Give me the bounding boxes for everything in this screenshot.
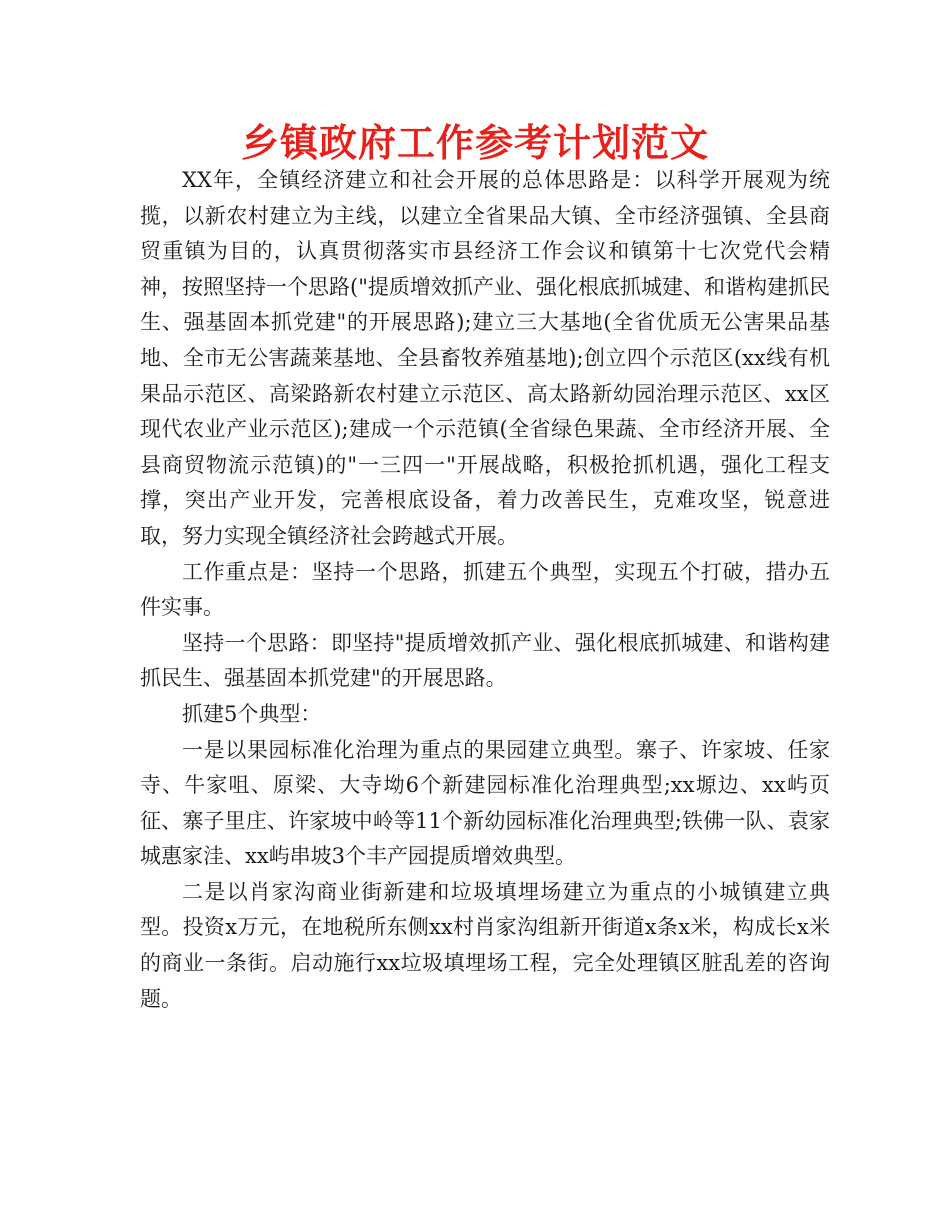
paragraph: XX年，全镇经济建立和社会开展的总体思路是：以科学开展观为统揽，以新农村建立为主线，以建立全省果品大镇、全市经济强镇、全县商贸重镇为目的，认真贯彻落实市县经济工作会议和镇第十七次党代会精神，按照坚持一个思路("提质增效抓产业、强化根底抓城建、和谐构建抓民生、强基固本抓党建"的开展思路);建立三大基地(全省优质无公害果品基地、全市无公害蔬莱基地、全县畜牧养殖基地);创立四个示范区(xx线有机果品示范区、高梁路新农村建立示范区、高太路新幼园治理示范区、xx区现代农业产业示范区);建成一个示范镇(全省绿色果蔬、全市经济开展、全县商贸物流示范镇)的"一三四一"开展战略，积极抢抓机遇，强化工程支撑，突出产业开发，完善根底设备，着力改善民生，克难攻坚，锐意进取，努力实现全镇经济社会跨越式开展。 <box>140 168 830 548</box>
paragraph: 坚持一个思路：即坚持"提质增效抓产业、强化根底抓城建、和谐构建抓民生、强基固本抓党建"的开展思路。 <box>140 630 830 691</box>
paragraph: 工作重点是：坚持一个思路，抓建五个典型，实现五个打破，措办五件实事。 <box>140 559 830 620</box>
paragraph: 一是以果园标准化治理为重点的果园建立典型。寨子、许家坡、任家寺、牛家咀、原梁、大寺坳6个新建园标准化治理典型;xx塬边、xx屿页征、寨子里庄、许家坡中岭等11个新幼园标准化治理典型;铁佛一队、袁家城惠家洼、xx屿串坡3个丰产园提质增效典型。 <box>140 737 830 869</box>
document-body <box>140 163 830 1017</box>
paragraph: 抓建5个典型： <box>182 701 322 726</box>
document-title: 乡镇政府工作参考计划范文 <box>240 121 709 165</box>
paragraph: 二是以肖家沟商业街新建和垃圾填埋场建立为重点的小城镇建立典型。投资x万元，在地税所东侧xx村肖家沟组新开街道x条x米，构成长x米的商业一条街。启动施行xx垃圾填埋场工程，完全处理镇区脏乱差的咨询题。 <box>140 879 830 1011</box>
